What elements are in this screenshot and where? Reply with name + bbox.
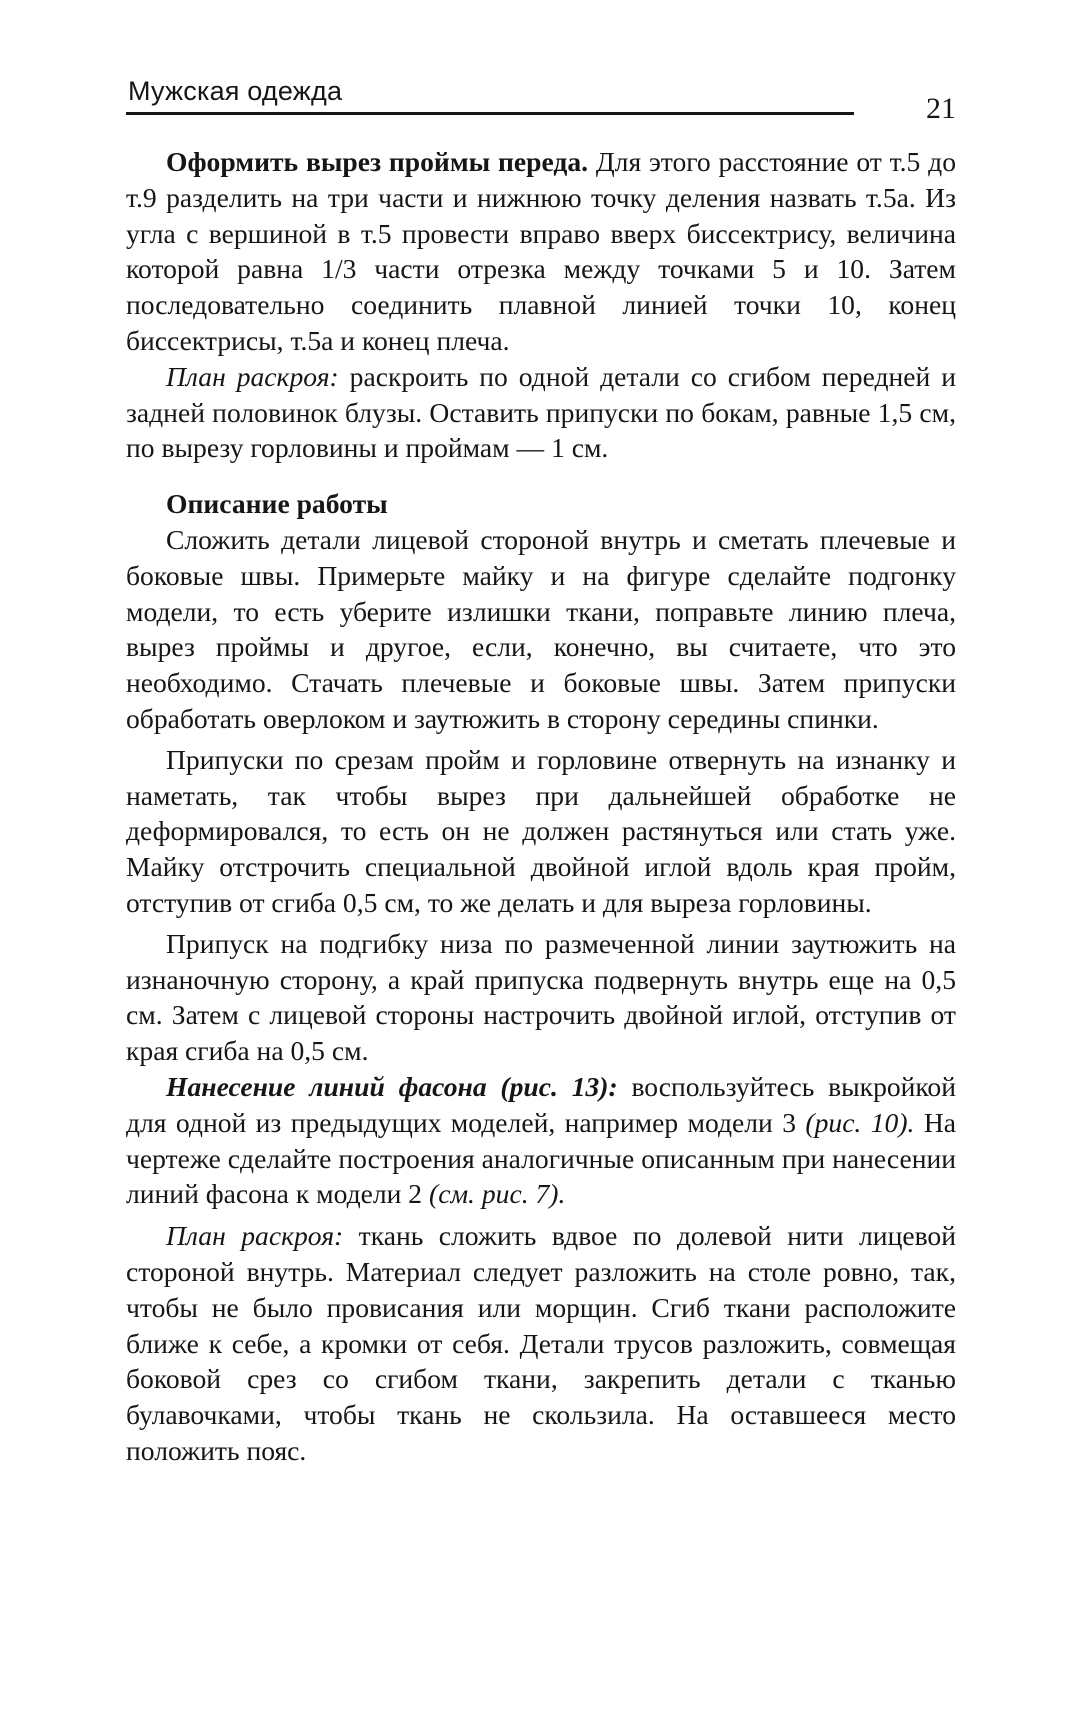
header-rule (126, 112, 854, 115)
paragraph-hem: Припуск на подгибку низа по размеченной линии заутюжить на изнаночную сторону, а край припуска подвернуть внутрь еще на 0,5 см. Затем с лицевой стороны настрочить двойной иглой, отступив от края сгиба на 0,5 см. (126, 927, 956, 1067)
paragraph-text: раскроить по одной детали со сгибом передней и задней половинок блузы. Оставить припуски по бокам, равные 1,5 см, по вырезу горловины и проймам — 1 см. (126, 360, 956, 464)
running-header (126, 62, 956, 125)
paragraph-lead: Оформить вырез проймы переда. (166, 146, 589, 177)
figure-reference: (рис. 10). (805, 1106, 915, 1138)
paragraph-assembly: Сложить детали лицевой стороной внутрь и сметать плечевые и боковые швы. Примерьте майку и на фигуре сделайте подгонку модели, то есть уберите излишки ткани, поправьте линию плеча, вырез проймы и другое, если, конечно, вы считаете, что это необходимо. Стачать плечевые и боковые швы. Затем припуски обработать оверлоком и заутюжить в сторону середины спинки. (126, 523, 956, 734)
paragraph-text: воспользуйтесь выкройкой для одной из предыдущих моделей, например модели 3 (126, 1070, 956, 1138)
paragraph-lead: План раскроя: (166, 360, 339, 392)
body-text (126, 144, 956, 1469)
page-number: 21 (926, 92, 956, 125)
paragraph-style-lines (126, 1069, 956, 1212)
paragraph-lead: Нанесение линий фасона (рис. 13): (166, 1070, 618, 1102)
paragraph-seam-allowances: Припуски по срезам пройм и горловине отвернуть на изнанку и наметать, так чтобы вырез при дальнейшей обработке не деформировался, то есть он не должен растянуться или стать уже. Майку отстрочить специальной двойной иглой вдоль края пройм, отступив от сгиба 0,5 см, то же делать и для выреза горловины. (126, 743, 956, 918)
section-heading: Описание работы (166, 488, 388, 520)
paragraph-lead: План раскроя: (166, 1220, 344, 1252)
figure-reference: (см. рис. 7). (429, 1178, 566, 1210)
paragraph-text: ткань сложить вдвое по долевой нити лицевой стороной внутрь. Материал следует разложить на столе ровно, так, чтобы не было провисания или морщин. Сгиб ткани расположите ближе к себе, а кромки от себя. Детали трусов разложить, совмещая боковой срез со сгибом ткани, закрепить детали с тканью булавочками, чтобы ткань не скользила. На оставшееся место положить пояс. (126, 1220, 956, 1466)
paragraph-cutting-plan-1 (126, 359, 956, 466)
paragraph-text: Для этого расстояние от т.5 до т.9 разделить на три части и нижнюю точку деления назвать т.5а. Из угла с вершиной в т.5 провести вправо вверх биссектрису, величина которой равна 1/3 части отрезка между точками 5 и 10. Затем последовательно соединить плавной линией точки 10, конец биссектрисы, т.5а и конец плеча. (126, 146, 956, 356)
book-page (126, 62, 956, 1469)
paragraph-armhole (126, 144, 956, 359)
section-title: Мужская одежда (128, 76, 343, 106)
paragraph-text: На чертеже сделайте построения аналогичные описанным при нанесении линий фасона к модели 2 (126, 1106, 956, 1210)
paragraph-cutting-plan-2 (126, 1218, 956, 1469)
